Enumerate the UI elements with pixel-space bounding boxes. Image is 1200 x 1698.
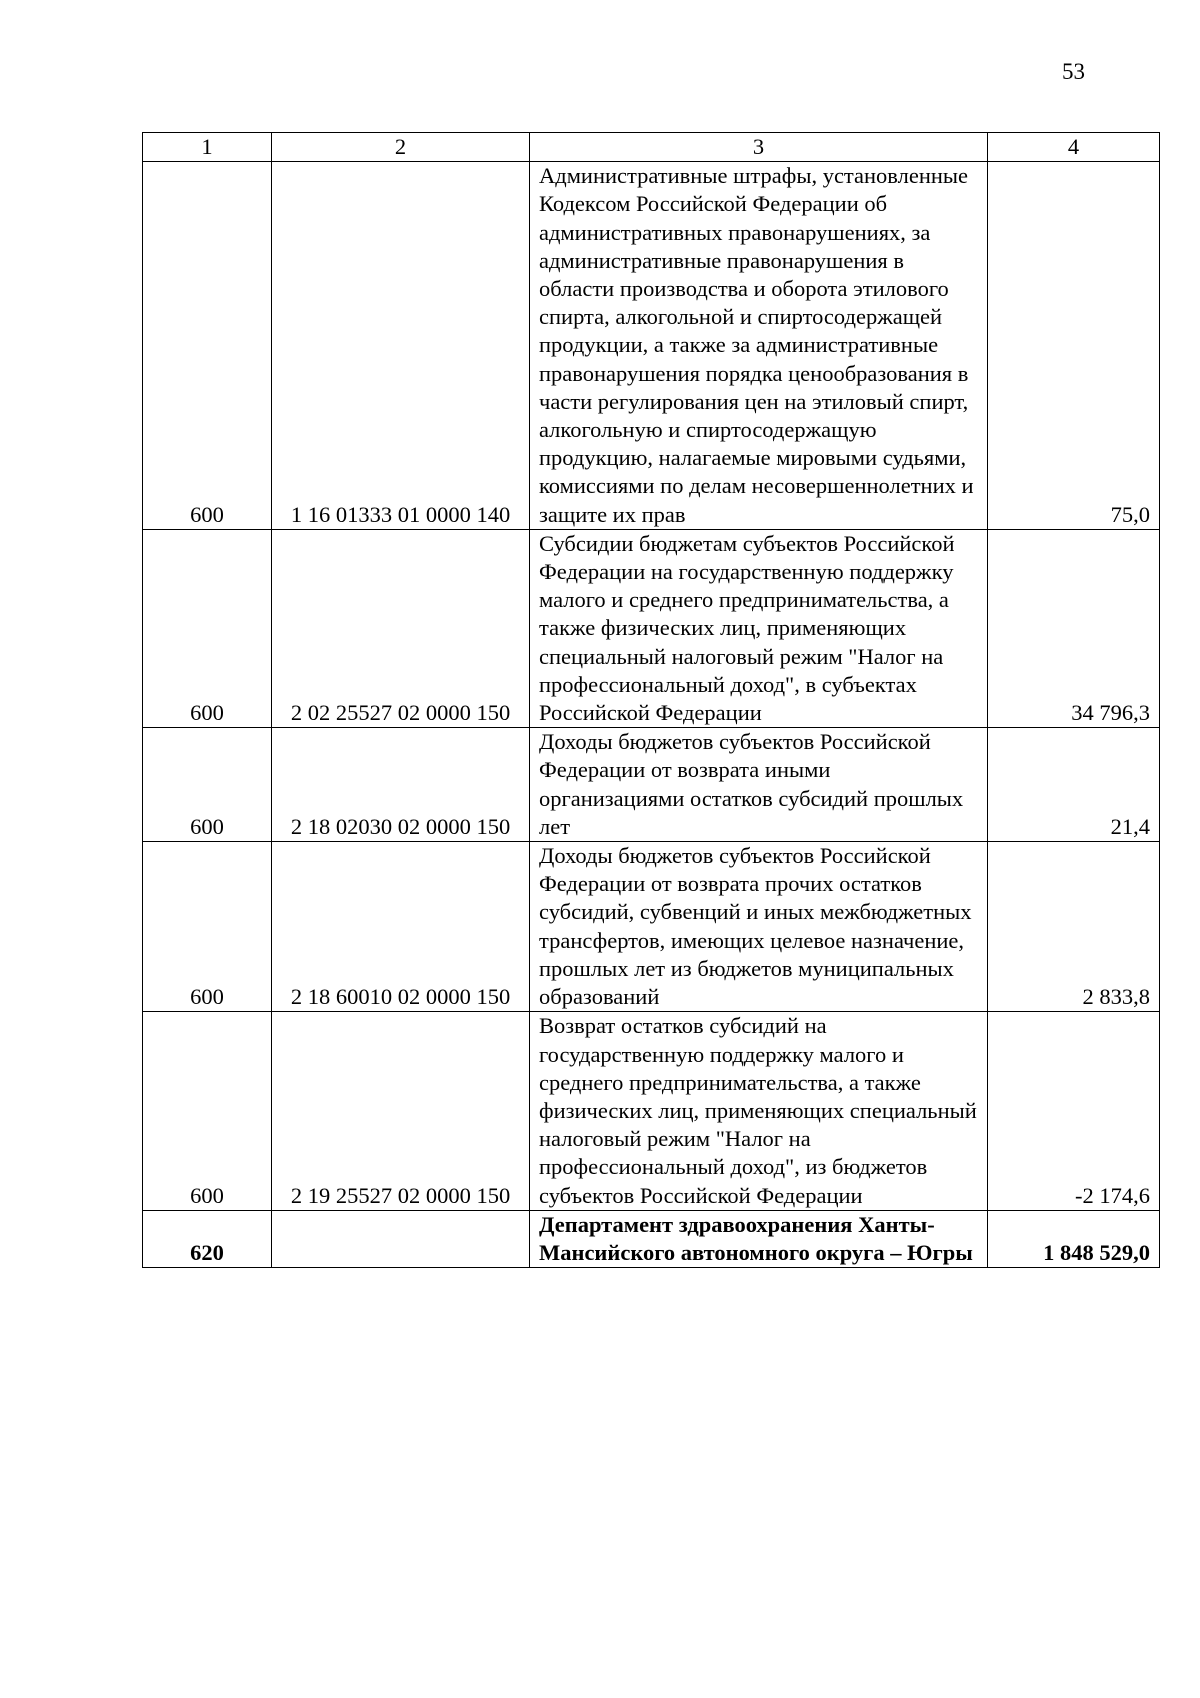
budget-revenue-table: [142, 132, 1160, 1268]
budget-code-cell: 1 16 01333 01 0000 140: [272, 162, 530, 530]
total-amount-cell: 1 848 529,0: [988, 1210, 1160, 1267]
column-number-1: 1: [143, 133, 272, 162]
amount-cell: 75,0: [988, 162, 1160, 530]
admin-code-cell: 600: [143, 529, 272, 727]
admin-code-cell: 600: [143, 1012, 272, 1210]
table-row: [143, 529, 1160, 727]
table-header-row: [143, 133, 1160, 162]
table-row: [143, 842, 1160, 1012]
column-number-3: 3: [530, 133, 988, 162]
table-row: [143, 162, 1160, 530]
amount-cell: 34 796,3: [988, 529, 1160, 727]
total-budget-code-cell: [272, 1210, 530, 1267]
page-number: 53: [1062, 59, 1085, 84]
revenue-name-cell: Административные штрафы, установленные Кодексом Российской Федерации об административных правонарушениях, за административные правонарушения в области производства и оборота этилового спирта, алкогольной и спиртосодержащей продукции, а также за административные правонарушения порядка ценообразования в части регулирования цен на этиловый спирт, алкогольную и спиртосодержащую продукцию, налагаемые мировыми судьями, комиссиями по делам несовершеннолетних и защите их прав: [530, 162, 988, 530]
amount-cell: 21,4: [988, 728, 1160, 842]
budget-code-cell: 2 02 25527 02 0000 150: [272, 529, 530, 727]
budget-code-cell: 2 18 02030 02 0000 150: [272, 728, 530, 842]
revenue-name-cell: Возврат остатков субсидий на государственную поддержку малого и среднего предпринимательства, а также физических лиц, применяющих специальный налоговый режим "Налог на профессиональный доход", из бюджетов субъектов Российской Федерации: [530, 1012, 988, 1210]
table-row: [143, 728, 1160, 842]
revenue-name-cell: Доходы бюджетов субъектов Российской Федерации от возврата прочих остатков субсидий, субвенций и иных межбюджетных трансфертов, имеющих целевое назначение, прошлых лет из бюджетов муниципальных образований: [530, 842, 988, 1012]
admin-code-cell: 600: [143, 162, 272, 530]
budget-code-cell: 2 19 25527 02 0000 150: [272, 1012, 530, 1210]
table-row: [143, 1012, 1160, 1210]
revenue-name-cell: Субсидии бюджетам субъектов Российской Федерации на государственную поддержку малого и среднего предпринимательства, а также физических лиц, применяющих специальный налоговый режим "Налог на профессиональный доход", в субъектах Российской Федерации: [530, 529, 988, 727]
column-number-4: 4: [988, 133, 1160, 162]
column-number-2: 2: [272, 133, 530, 162]
admin-code-cell: 600: [143, 842, 272, 1012]
revenue-name-cell: Доходы бюджетов субъектов Российской Федерации от возврата иными организациями остатков субсидий прошлых лет: [530, 728, 988, 842]
total-admin-code-cell: 620: [143, 1210, 272, 1267]
admin-code-cell: 600: [143, 728, 272, 842]
table-total-row: [143, 1210, 1160, 1267]
budget-code-cell: 2 18 60010 02 0000 150: [272, 842, 530, 1012]
amount-cell: 2 833,8: [988, 842, 1160, 1012]
amount-cell: -2 174,6: [988, 1012, 1160, 1210]
total-department-name-cell: Департамент здравоохранения Ханты-Мансийского автономного округа – Югры: [530, 1210, 988, 1267]
